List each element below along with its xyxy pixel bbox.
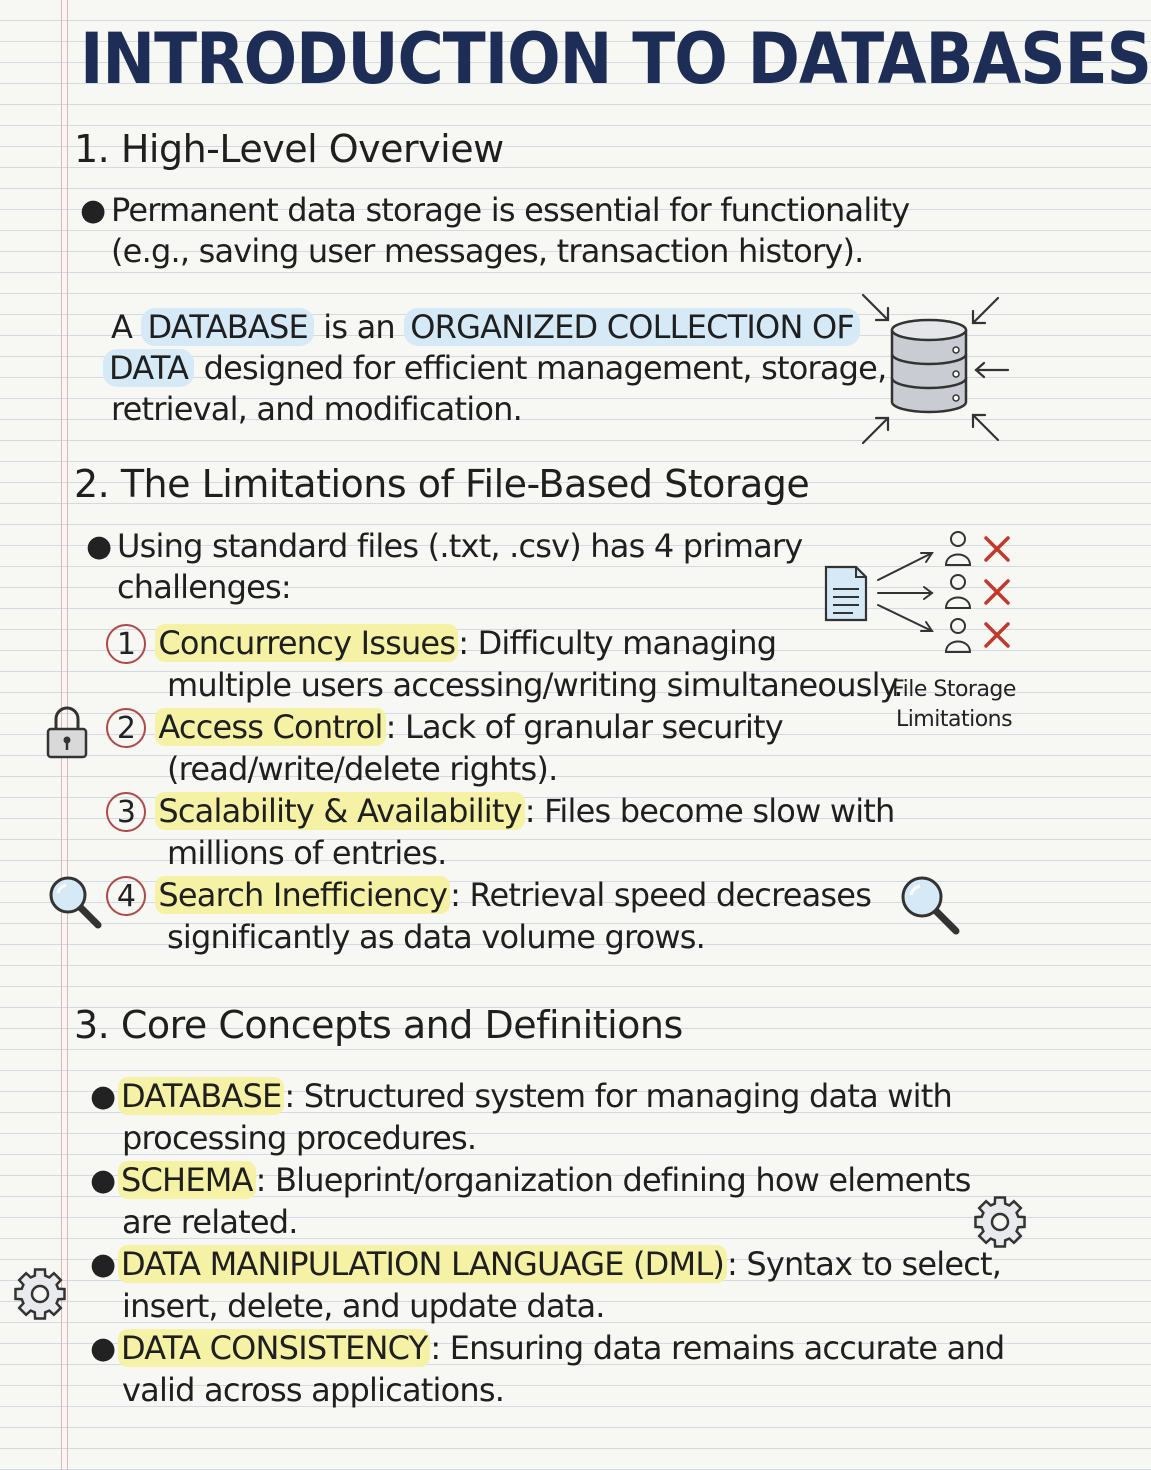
document-icon: [826, 567, 866, 620]
bullet-dot: ●: [90, 1331, 117, 1366]
definition-highlight-2: DATA: [103, 349, 194, 387]
file-storage-diagram: [820, 525, 1020, 655]
section2-heading: 2. The Limitations of File-Based Storage: [74, 462, 810, 506]
cross-icon: [986, 624, 1008, 646]
section3-heading: 3. Core Concepts and Definitions: [74, 1003, 683, 1047]
challenge-4-desc2: significantly as data volume grows.: [167, 918, 706, 956]
challenge-1-desc2: multiple users accessing/writing simultaneously.: [167, 666, 903, 704]
concept-term: DATABASE: [118, 1077, 284, 1115]
concept-4-desc2: valid across applications.: [122, 1371, 505, 1409]
concept-3: DATA MANIPULATION LANGUAGE (DML): Syntax to select,: [118, 1244, 1001, 1285]
definition-highlight-1: ORGANIZED COLLECTION OF: [404, 308, 860, 346]
number-circle: 1: [106, 624, 146, 664]
challenge-desc: Difficulty managing: [477, 624, 777, 662]
concept-1-desc2: processing procedures.: [122, 1119, 477, 1157]
challenge-term: Concurrency Issues: [155, 624, 458, 662]
concept-2-desc2: are related.: [122, 1203, 298, 1241]
challenge-3-desc2: millions of entries.: [167, 834, 447, 872]
cross-icon: [986, 538, 1008, 560]
number-circle: 3: [106, 792, 146, 832]
definition-line2: [103, 348, 886, 389]
bullet-dot: ●: [80, 193, 107, 228]
definition-is-an: is an: [323, 308, 395, 346]
challenge-term: Search Inefficiency: [155, 876, 450, 914]
concept-desc: Blueprint/organization defining how elements: [275, 1161, 971, 1199]
challenge-4: 4 Search Inefficiency: Retrieval speed decreases: [106, 875, 871, 916]
concept-4: DATA CONSISTENCY: Ensuring data remains accurate and: [118, 1328, 1004, 1369]
page-title: INTRODUCTION TO DATABASES: [80, 18, 1151, 100]
definition-a: A: [111, 308, 133, 346]
user-icon: [946, 575, 970, 608]
database-icon: [858, 290, 1018, 450]
bullet-dot: ●: [90, 1163, 117, 1198]
caption-line2: Limitations: [895, 707, 1013, 732]
section1-bullet-line2: (e.g., saving user messages, transaction history).: [111, 232, 864, 270]
challenge-1: 1 Concurrency Issues: Difficulty managing: [106, 623, 776, 664]
concept-term: DATA CONSISTENCY: [118, 1329, 430, 1367]
definition-rest-2: retrieval, and modification.: [111, 390, 522, 428]
concept-desc: Ensuring data remains accurate and: [449, 1329, 1005, 1367]
challenge-desc: Lack of granular security: [404, 708, 783, 746]
gear-icon: [972, 1194, 1028, 1250]
challenge-term: Scalability & Availability: [155, 792, 524, 830]
definition-line1: [111, 307, 860, 348]
magnifier-icon: [46, 873, 106, 933]
cross-icon: [986, 581, 1008, 603]
section2-bullet-line2: challenges:: [117, 568, 291, 606]
section1-bullet-line1: Permanent data storage is essential for functionality: [111, 191, 910, 229]
challenge-3: 3 Scalability & Availability: Files become slow with: [106, 791, 895, 832]
concept-1: DATABASE: Structured system for managing data with: [118, 1076, 952, 1117]
challenge-2-desc2: (read/write/delete rights).: [167, 750, 558, 788]
bullet-dot: ●: [86, 529, 113, 564]
concept-3-desc2: insert, delete, and update data.: [122, 1287, 605, 1325]
concept-term: DATA MANIPULATION LANGUAGE (DML): [118, 1245, 727, 1283]
challenge-2: 2 Access Control: Lack of granular security: [106, 707, 783, 748]
section1-heading: 1. High-Level Overview: [74, 127, 504, 171]
user-icon: [946, 532, 970, 565]
section2-bullet-line1: Using standard files (.txt, .csv) has 4 primary: [117, 527, 803, 565]
magnifier-icon: [898, 873, 964, 939]
bullet-dot: ●: [90, 1247, 117, 1282]
concept-desc: Syntax to select,: [746, 1245, 1002, 1283]
lock-icon: [44, 705, 90, 761]
number-circle: 2: [106, 708, 146, 748]
challenge-desc: Files become slow with: [544, 792, 895, 830]
concept-term: SCHEMA: [118, 1161, 256, 1199]
bullet-dot: ●: [90, 1079, 117, 1114]
gear-icon: [12, 1266, 68, 1322]
concept-desc: Structured system for managing data with: [303, 1077, 952, 1115]
user-icon: [946, 619, 970, 652]
number-circle: 4: [106, 876, 146, 916]
caption-line1: File Storage: [892, 677, 1016, 702]
challenge-term: Access Control: [155, 708, 385, 746]
definition-rest-1: designed for efficient management, storage,: [203, 349, 887, 387]
challenge-desc: Retrieval speed decreases: [469, 876, 872, 914]
concept-2: SCHEMA: Blueprint/organization defining how elements: [118, 1160, 971, 1201]
diagram-caption: [884, 675, 1024, 735]
definition-term: DATABASE: [141, 308, 313, 346]
